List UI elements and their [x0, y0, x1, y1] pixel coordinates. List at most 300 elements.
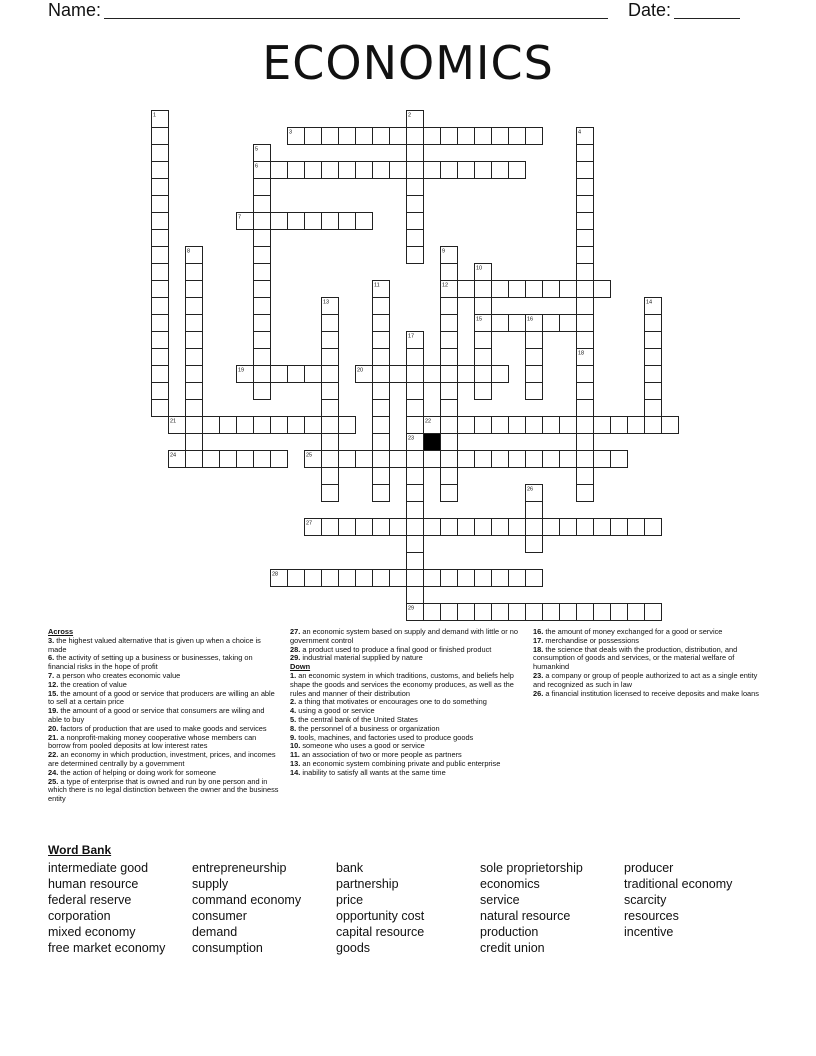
- crossword-cell[interactable]: [373, 468, 390, 485]
- crossword-cell[interactable]: [526, 519, 543, 536]
- crossword-cell[interactable]: [475, 570, 492, 587]
- crossword-cell[interactable]: [152, 281, 169, 298]
- crossword-cell[interactable]: [424, 162, 441, 179]
- crossword-cell[interactable]: [628, 417, 645, 434]
- crossword-cell[interactable]: [373, 434, 390, 451]
- crossword-cell[interactable]: [322, 128, 339, 145]
- crossword-cell[interactable]: [169, 417, 186, 434]
- crossword-cell[interactable]: [152, 332, 169, 349]
- crossword-cell[interactable]: [288, 570, 305, 587]
- crossword-cell[interactable]: [492, 366, 509, 383]
- crossword-cell[interactable]: [152, 179, 169, 196]
- crossword-cell[interactable]: [560, 417, 577, 434]
- crossword-cell[interactable]: [577, 196, 594, 213]
- crossword-cell[interactable]: [152, 366, 169, 383]
- crossword-cell[interactable]: [492, 315, 509, 332]
- crossword-cell[interactable]: [305, 128, 322, 145]
- crossword-cell[interactable]: [254, 332, 271, 349]
- crossword-cell[interactable]: [441, 604, 458, 621]
- crossword-cell[interactable]: [509, 162, 526, 179]
- crossword-cell[interactable]: [526, 485, 543, 502]
- crossword-cell[interactable]: [169, 451, 186, 468]
- crossword-cell[interactable]: [441, 383, 458, 400]
- crossword-cell[interactable]: [152, 264, 169, 281]
- crossword-cell[interactable]: [594, 604, 611, 621]
- crossword-cell[interactable]: [577, 332, 594, 349]
- crossword-cell[interactable]: [322, 332, 339, 349]
- crossword-cell[interactable]: [373, 298, 390, 315]
- crossword-cell[interactable]: [407, 451, 424, 468]
- crossword-cell[interactable]: [186, 315, 203, 332]
- crossword-cell[interactable]: [509, 128, 526, 145]
- crossword-cell[interactable]: [373, 366, 390, 383]
- crossword-cell[interactable]: [254, 417, 271, 434]
- crossword-cell[interactable]: [509, 315, 526, 332]
- crossword-cell[interactable]: [152, 145, 169, 162]
- crossword-cell[interactable]: [509, 451, 526, 468]
- crossword-cell[interactable]: [577, 230, 594, 247]
- crossword-cell[interactable]: [339, 417, 356, 434]
- crossword-cell[interactable]: [526, 349, 543, 366]
- crossword-cell[interactable]: [441, 162, 458, 179]
- crossword-cell[interactable]: [475, 417, 492, 434]
- crossword-cell[interactable]: [577, 349, 594, 366]
- crossword-cell[interactable]: [390, 366, 407, 383]
- crossword-cell[interactable]: [220, 417, 237, 434]
- crossword-cell[interactable]: [237, 366, 254, 383]
- crossword-cell[interactable]: [407, 247, 424, 264]
- crossword-cell[interactable]: [594, 281, 611, 298]
- crossword-cell[interactable]: [220, 451, 237, 468]
- crossword-cell[interactable]: [288, 128, 305, 145]
- crossword-cell[interactable]: [322, 434, 339, 451]
- crossword-cell[interactable]: [339, 213, 356, 230]
- crossword-cell[interactable]: [441, 519, 458, 536]
- crossword-cell[interactable]: [186, 247, 203, 264]
- crossword-cell[interactable]: [577, 162, 594, 179]
- crossword-cell[interactable]: [390, 162, 407, 179]
- crossword-cell[interactable]: [424, 417, 441, 434]
- crossword-cell[interactable]: [645, 519, 662, 536]
- crossword-cell[interactable]: [526, 315, 543, 332]
- crossword-cell[interactable]: [186, 281, 203, 298]
- crossword-cell[interactable]: [254, 213, 271, 230]
- crossword-cell[interactable]: [373, 162, 390, 179]
- crossword-cell[interactable]: [441, 366, 458, 383]
- crossword-cell[interactable]: [560, 315, 577, 332]
- crossword-cell[interactable]: [407, 230, 424, 247]
- crossword-cell[interactable]: [577, 434, 594, 451]
- crossword-cell[interactable]: [645, 604, 662, 621]
- crossword-cell[interactable]: [441, 264, 458, 281]
- crossword-cell[interactable]: [458, 604, 475, 621]
- crossword-cell[interactable]: [186, 332, 203, 349]
- crossword-cell[interactable]: [373, 281, 390, 298]
- crossword-cell[interactable]: [356, 213, 373, 230]
- crossword-cell[interactable]: [560, 281, 577, 298]
- crossword-cell[interactable]: [492, 519, 509, 536]
- crossword-cell[interactable]: [577, 383, 594, 400]
- crossword-cell[interactable]: [543, 519, 560, 536]
- crossword-cell[interactable]: [254, 145, 271, 162]
- crossword-cell[interactable]: [458, 162, 475, 179]
- crossword-cell[interactable]: [492, 604, 509, 621]
- crossword-cell[interactable]: [203, 417, 220, 434]
- crossword-cell[interactable]: [237, 417, 254, 434]
- crossword-cell[interactable]: [373, 332, 390, 349]
- crossword-cell[interactable]: [373, 519, 390, 536]
- crossword-cell[interactable]: [339, 162, 356, 179]
- crossword-cell[interactable]: [458, 128, 475, 145]
- crossword-cell[interactable]: [152, 247, 169, 264]
- crossword-cell[interactable]: [526, 332, 543, 349]
- crossword-cell[interactable]: [492, 162, 509, 179]
- crossword-cell[interactable]: [407, 349, 424, 366]
- crossword-cell[interactable]: [254, 383, 271, 400]
- crossword-cell[interactable]: [543, 417, 560, 434]
- crossword-cell[interactable]: [322, 519, 339, 536]
- crossword-cell[interactable]: [356, 519, 373, 536]
- crossword-cell[interactable]: [543, 451, 560, 468]
- crossword-cell[interactable]: [441, 417, 458, 434]
- crossword-cell[interactable]: [356, 128, 373, 145]
- crossword-cell[interactable]: [441, 298, 458, 315]
- crossword-cell[interactable]: [509, 281, 526, 298]
- crossword-cell[interactable]: [407, 604, 424, 621]
- crossword-cell[interactable]: [322, 315, 339, 332]
- crossword-cell[interactable]: [526, 536, 543, 553]
- crossword-cell[interactable]: [441, 128, 458, 145]
- crossword-cell[interactable]: [288, 213, 305, 230]
- crossword-cell[interactable]: [492, 451, 509, 468]
- crossword-cell[interactable]: [407, 570, 424, 587]
- crossword-cell[interactable]: [509, 570, 526, 587]
- crossword-cell[interactable]: [475, 383, 492, 400]
- crossword-cell[interactable]: [271, 570, 288, 587]
- crossword-cell[interactable]: [407, 366, 424, 383]
- crossword-cell[interactable]: [288, 417, 305, 434]
- crossword-cell[interactable]: [152, 196, 169, 213]
- crossword-cell[interactable]: [526, 383, 543, 400]
- crossword-cell[interactable]: [339, 570, 356, 587]
- crossword-cell[interactable]: [254, 230, 271, 247]
- crossword-cell[interactable]: [424, 451, 441, 468]
- crossword-cell[interactable]: [390, 128, 407, 145]
- crossword-cell[interactable]: [254, 366, 271, 383]
- crossword-cell[interactable]: [373, 417, 390, 434]
- crossword-cell[interactable]: [526, 502, 543, 519]
- crossword-cell[interactable]: [254, 315, 271, 332]
- crossword-cell[interactable]: [322, 162, 339, 179]
- crossword-cell[interactable]: [577, 145, 594, 162]
- crossword-cell[interactable]: [373, 451, 390, 468]
- crossword-cell[interactable]: [645, 366, 662, 383]
- crossword-cell[interactable]: [152, 111, 169, 128]
- crossword-cell[interactable]: [356, 162, 373, 179]
- crossword-cell[interactable]: [577, 213, 594, 230]
- crossword-cell[interactable]: [407, 128, 424, 145]
- crossword-cell[interactable]: [373, 349, 390, 366]
- crossword-cell[interactable]: [475, 264, 492, 281]
- crossword-cell[interactable]: [475, 298, 492, 315]
- crossword-cell[interactable]: [628, 519, 645, 536]
- crossword-cell[interactable]: [662, 417, 679, 434]
- crossword-cell[interactable]: [441, 570, 458, 587]
- crossword-cell[interactable]: [526, 604, 543, 621]
- crossword-cell[interactable]: [441, 468, 458, 485]
- crossword-cell[interactable]: [322, 400, 339, 417]
- crossword-cell[interactable]: [577, 604, 594, 621]
- crossword-cell[interactable]: [322, 451, 339, 468]
- crossword-cell[interactable]: [577, 179, 594, 196]
- crossword-cell[interactable]: [645, 383, 662, 400]
- crossword-cell[interactable]: [373, 485, 390, 502]
- crossword-cell[interactable]: [322, 298, 339, 315]
- crossword-cell[interactable]: [322, 417, 339, 434]
- crossword-cell[interactable]: [577, 417, 594, 434]
- crossword-cell[interactable]: [186, 264, 203, 281]
- crossword-cell[interactable]: [322, 570, 339, 587]
- crossword-cell[interactable]: [186, 434, 203, 451]
- crossword-cell[interactable]: [407, 196, 424, 213]
- crossword-cell[interactable]: [254, 451, 271, 468]
- crossword-cell[interactable]: [560, 604, 577, 621]
- crossword-cell[interactable]: [560, 451, 577, 468]
- crossword-cell[interactable]: [322, 383, 339, 400]
- crossword-cell[interactable]: [288, 162, 305, 179]
- crossword-cell[interactable]: [305, 451, 322, 468]
- crossword-cell[interactable]: [543, 315, 560, 332]
- crossword-cell[interactable]: [271, 451, 288, 468]
- crossword-cell[interactable]: [271, 162, 288, 179]
- crossword-cell[interactable]: [475, 349, 492, 366]
- crossword-cell[interactable]: [186, 400, 203, 417]
- crossword-cell[interactable]: [475, 315, 492, 332]
- crossword-cell[interactable]: [492, 128, 509, 145]
- crossword-cell[interactable]: [441, 349, 458, 366]
- crossword-cell[interactable]: [373, 570, 390, 587]
- crossword-cell[interactable]: [526, 417, 543, 434]
- crossword-cell[interactable]: [305, 213, 322, 230]
- crossword-cell[interactable]: [645, 349, 662, 366]
- crossword-cell[interactable]: [407, 145, 424, 162]
- crossword-cell[interactable]: [526, 570, 543, 587]
- crossword-cell[interactable]: [254, 264, 271, 281]
- crossword-cell[interactable]: [152, 315, 169, 332]
- crossword-cell[interactable]: [645, 315, 662, 332]
- crossword-cell[interactable]: [475, 162, 492, 179]
- crossword-cell[interactable]: [203, 451, 220, 468]
- crossword-cell[interactable]: [492, 281, 509, 298]
- crossword-cell[interactable]: [356, 366, 373, 383]
- crossword-cell[interactable]: [611, 519, 628, 536]
- crossword-cell[interactable]: [254, 298, 271, 315]
- crossword-cell[interactable]: [458, 366, 475, 383]
- crossword-cell[interactable]: [645, 298, 662, 315]
- crossword-cell[interactable]: [271, 417, 288, 434]
- crossword-cell[interactable]: [305, 366, 322, 383]
- crossword-cell[interactable]: [475, 332, 492, 349]
- crossword-cell[interactable]: [458, 417, 475, 434]
- crossword-cell[interactable]: [407, 553, 424, 570]
- crossword-cell[interactable]: [441, 434, 458, 451]
- crossword-cell[interactable]: [288, 366, 305, 383]
- crossword-cell[interactable]: [152, 213, 169, 230]
- crossword-cell[interactable]: [475, 281, 492, 298]
- crossword-cell[interactable]: [577, 400, 594, 417]
- crossword-cell[interactable]: [407, 111, 424, 128]
- crossword-cell[interactable]: [458, 281, 475, 298]
- crossword-cell[interactable]: [577, 298, 594, 315]
- crossword-cell[interactable]: [526, 128, 543, 145]
- crossword-cell[interactable]: [407, 434, 424, 451]
- crossword-cell[interactable]: [475, 451, 492, 468]
- crossword-cell[interactable]: [577, 485, 594, 502]
- crossword-cell[interactable]: [186, 383, 203, 400]
- crossword-cell[interactable]: [152, 230, 169, 247]
- crossword-cell[interactable]: [373, 315, 390, 332]
- crossword-cell[interactable]: [611, 604, 628, 621]
- crossword-cell[interactable]: [407, 502, 424, 519]
- crossword-cell[interactable]: [509, 417, 526, 434]
- crossword-cell[interactable]: [186, 366, 203, 383]
- crossword-cell[interactable]: [424, 128, 441, 145]
- crossword-cell[interactable]: [441, 400, 458, 417]
- crossword-cell[interactable]: [407, 400, 424, 417]
- crossword-cell[interactable]: [577, 366, 594, 383]
- crossword-cell[interactable]: [407, 213, 424, 230]
- crossword-cell[interactable]: [475, 604, 492, 621]
- crossword-cell[interactable]: [356, 570, 373, 587]
- crossword-cell[interactable]: [577, 247, 594, 264]
- crossword-cell[interactable]: [186, 417, 203, 434]
- crossword-cell[interactable]: [492, 570, 509, 587]
- crossword-cell[interactable]: [543, 281, 560, 298]
- crossword-cell[interactable]: [339, 519, 356, 536]
- crossword-cell[interactable]: [322, 213, 339, 230]
- crossword-cell[interactable]: [441, 451, 458, 468]
- crossword-cell[interactable]: [441, 247, 458, 264]
- crossword-cell[interactable]: [611, 417, 628, 434]
- crossword-cell[interactable]: [322, 349, 339, 366]
- crossword-cell[interactable]: [356, 451, 373, 468]
- crossword-cell[interactable]: [577, 264, 594, 281]
- crossword-cell[interactable]: [254, 349, 271, 366]
- crossword-cell[interactable]: [373, 128, 390, 145]
- crossword-cell[interactable]: [254, 281, 271, 298]
- crossword-cell[interactable]: [441, 281, 458, 298]
- crossword-cell[interactable]: [407, 519, 424, 536]
- crossword-cell[interactable]: [424, 570, 441, 587]
- crossword-cell[interactable]: [322, 468, 339, 485]
- crossword-cell[interactable]: [526, 451, 543, 468]
- date-field[interactable]: [674, 18, 740, 19]
- crossword-cell[interactable]: [458, 519, 475, 536]
- crossword-cell[interactable]: [509, 519, 526, 536]
- crossword-cell[interactable]: [152, 162, 169, 179]
- crossword-cell[interactable]: [237, 213, 254, 230]
- crossword-cell[interactable]: [458, 570, 475, 587]
- crossword-cell[interactable]: [254, 196, 271, 213]
- name-field[interactable]: [104, 18, 608, 19]
- crossword-cell[interactable]: [407, 417, 424, 434]
- crossword-cell[interactable]: [577, 315, 594, 332]
- crossword-cell[interactable]: [611, 451, 628, 468]
- crossword-cell[interactable]: [543, 604, 560, 621]
- crossword-cell[interactable]: [594, 519, 611, 536]
- crossword-cell[interactable]: [441, 485, 458, 502]
- crossword-cell[interactable]: [305, 570, 322, 587]
- crossword-cell[interactable]: [152, 298, 169, 315]
- crossword-cell[interactable]: [577, 451, 594, 468]
- crossword-cell[interactable]: [186, 298, 203, 315]
- crossword-cell[interactable]: [560, 519, 577, 536]
- crossword-cell[interactable]: [339, 128, 356, 145]
- crossword-cell[interactable]: [152, 128, 169, 145]
- crossword-cell[interactable]: [645, 400, 662, 417]
- crossword-cell[interactable]: [492, 417, 509, 434]
- crossword-cell[interactable]: [152, 349, 169, 366]
- crossword-cell[interactable]: [407, 485, 424, 502]
- crossword-cell[interactable]: [254, 179, 271, 196]
- crossword-cell[interactable]: [526, 281, 543, 298]
- crossword-cell[interactable]: [424, 604, 441, 621]
- crossword-cell[interactable]: [186, 451, 203, 468]
- crossword-cell[interactable]: [407, 179, 424, 196]
- crossword-cell[interactable]: [390, 570, 407, 587]
- crossword-cell[interactable]: [373, 400, 390, 417]
- crossword-cell[interactable]: [475, 519, 492, 536]
- crossword-cell[interactable]: [577, 281, 594, 298]
- crossword-cell[interactable]: [577, 468, 594, 485]
- crossword-cell[interactable]: [577, 519, 594, 536]
- crossword-cell[interactable]: [407, 468, 424, 485]
- crossword-cell[interactable]: [475, 366, 492, 383]
- crossword-cell[interactable]: [526, 366, 543, 383]
- crossword-cell[interactable]: [407, 536, 424, 553]
- crossword-cell[interactable]: [509, 604, 526, 621]
- crossword-cell[interactable]: [594, 417, 611, 434]
- crossword-cell[interactable]: [373, 383, 390, 400]
- crossword-cell[interactable]: [407, 162, 424, 179]
- crossword-cell[interactable]: [322, 485, 339, 502]
- crossword-cell[interactable]: [254, 247, 271, 264]
- crossword-cell[interactable]: [628, 604, 645, 621]
- crossword-cell[interactable]: [305, 417, 322, 434]
- crossword-cell[interactable]: [152, 400, 169, 417]
- crossword-cell[interactable]: [152, 383, 169, 400]
- crossword-cell[interactable]: [305, 162, 322, 179]
- crossword-cell[interactable]: [305, 519, 322, 536]
- crossword-cell[interactable]: [271, 366, 288, 383]
- crossword-cell[interactable]: [475, 128, 492, 145]
- crossword-cell[interactable]: [271, 213, 288, 230]
- crossword-cell[interactable]: [390, 451, 407, 468]
- crossword-cell[interactable]: [441, 332, 458, 349]
- crossword-cell[interactable]: [407, 332, 424, 349]
- crossword-cell[interactable]: [339, 451, 356, 468]
- crossword-cell[interactable]: [458, 451, 475, 468]
- crossword-cell[interactable]: [407, 383, 424, 400]
- crossword-cell[interactable]: [577, 128, 594, 145]
- crossword-cell[interactable]: [594, 451, 611, 468]
- crossword-cell[interactable]: [322, 366, 339, 383]
- crossword-cell[interactable]: [424, 366, 441, 383]
- crossword-cell[interactable]: [407, 587, 424, 604]
- crossword-cell[interactable]: [390, 519, 407, 536]
- crossword-cell[interactable]: [645, 417, 662, 434]
- crossword-cell[interactable]: [186, 349, 203, 366]
